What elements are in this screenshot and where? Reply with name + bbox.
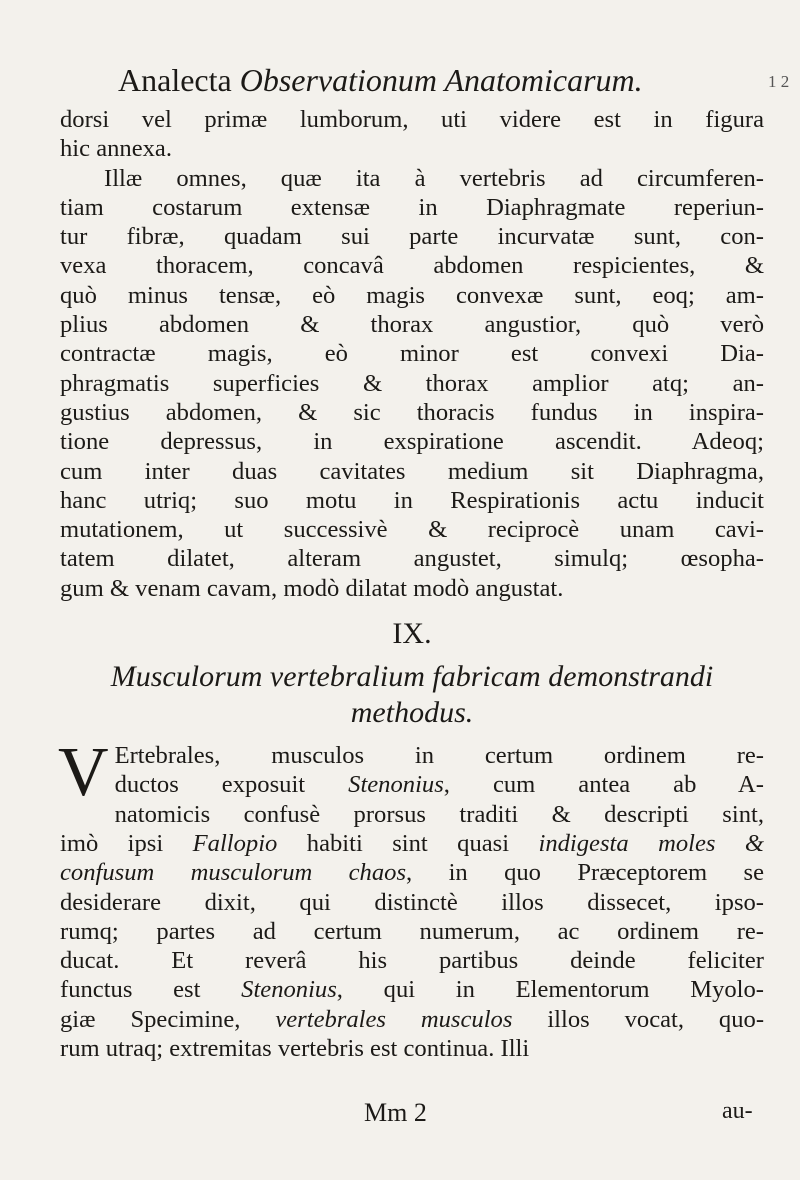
section-title-line1: Musculorum vertebralium fabricam demonstrandi [110, 660, 714, 694]
text-line: dorsi vel primæ lumborum, uti videre est in figura [60, 106, 764, 133]
text-segment: desiderare dixit, qui distinctè illos dissecet, ipso- [60, 888, 764, 916]
text-line: gum & venam cavam, modò dilatat modò angustat. [60, 574, 564, 602]
text-line [60, 829, 764, 858]
header-italic: Observationum Anatomicarum. [239, 62, 643, 98]
text-segment: , qui in Elementorum Myolo- [336, 976, 764, 1004]
italic-segment: Stenonius [241, 976, 337, 1004]
text-segment: natomicis confusè prorsus traditi & descripti sint, [114, 800, 764, 828]
text-line: phragmatis superficies & thorax amplior atq; an- [60, 369, 764, 397]
body-text [60, 105, 764, 1063]
text-line: hanc utriq; suo motu in Respirationis actu inducit [60, 486, 764, 514]
section-title [60, 659, 764, 731]
running-header [118, 62, 758, 98]
text-line [60, 1005, 764, 1034]
text-line: vexa thoracem, concavâ abdomen respicientes, & [60, 252, 764, 280]
italic-segment: Stenonius [348, 771, 444, 799]
text-line [60, 800, 764, 829]
text-line [60, 946, 764, 975]
text-line [60, 888, 764, 917]
text-segment: ducat. Et reverâ his partibus deinde feliciter [60, 947, 764, 975]
text-segment: , in quo Præceptorem se [406, 859, 765, 887]
text-line: mutationem, ut successivè & reciprocè unam cavi- [60, 516, 764, 544]
text-line: cum inter duas cavitates medium sit Diaphragma, [60, 457, 764, 485]
italic-segment: indigesta moles & [538, 829, 764, 857]
paragraph-continuation [60, 105, 764, 164]
text-segment: ductos exposuit [114, 771, 349, 799]
italic-segment: vertebrales musculos [275, 1005, 513, 1033]
italic-segment: confusum musculorum chaos [60, 859, 407, 887]
italic-segment: Fallopio [192, 829, 278, 857]
text-line: tiam costarum extensæ in Diaphragmate reperiun- [60, 193, 764, 221]
page-number: 1 2 [768, 72, 790, 91]
text-segment: rum utraq; extremitas vertebris est continua. Illi [60, 1035, 530, 1063]
text-line: quò minus tensæ, eò magis convexæ sunt, eoq; am- [60, 281, 764, 309]
text-line [60, 741, 764, 770]
section-title-line2: methodus. [350, 696, 474, 730]
text-segment: habiti sint quasi [277, 829, 539, 857]
paragraph-diaphragm [60, 164, 764, 603]
text-line: tur fibræ, quadam sui parte incurvatæ sunt, con- [60, 223, 764, 251]
drop-cap: V [58, 734, 109, 812]
text-line [60, 858, 764, 887]
text-segment: functus est [60, 976, 242, 1004]
text-line: tione depressus, in exspiratione ascendit. Adeoq; [60, 428, 764, 456]
text-line: contractæ magis, eò minor est convexi Dia- [60, 340, 764, 368]
catchword: au- [722, 1098, 753, 1124]
text-line [60, 975, 764, 1004]
text-segment: giæ Specimine, [60, 1005, 276, 1033]
paragraph-vertebrales [58, 734, 765, 1063]
text-line: plius abdomen & thorax angustior, quò verò [60, 311, 764, 339]
text-segment: Ertebrales, musculos in certum ordinem re- [114, 742, 764, 770]
text-segment: rumq; partes ad certum numerum, ac ordinem re- [60, 917, 764, 945]
text-segment: , cum antea ab A- [443, 771, 764, 799]
section-number: IX. [392, 617, 432, 651]
text-line: tatem dilatet, alteram angustet, simulq; œsopha- [60, 545, 764, 573]
text-line [60, 770, 764, 799]
text-line: Illæ omnes, quæ ita à vertebris ad circumferen- [104, 164, 764, 192]
header-left: Analecta [118, 62, 232, 98]
text-segment: illos vocat, quo- [512, 1005, 765, 1033]
text-line [60, 1034, 764, 1063]
text-line [60, 917, 764, 946]
text-line: hic annexa. [60, 135, 172, 163]
signature-mark: Mm 2 [364, 1098, 427, 1127]
text-line: gustius abdomen, & sic thoracis fundus in inspira- [60, 398, 764, 426]
text-segment: imò ipsi [60, 829, 193, 857]
